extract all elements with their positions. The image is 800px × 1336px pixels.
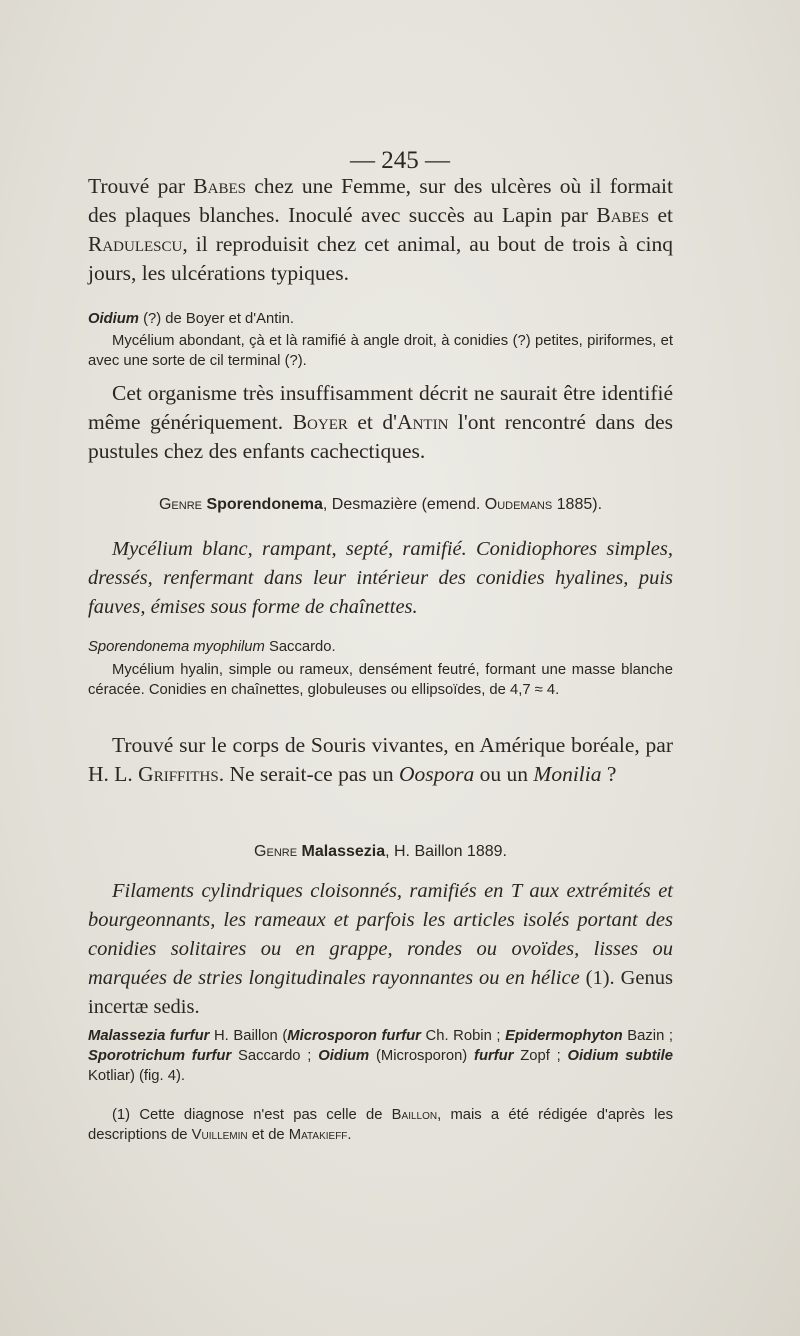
genre-label: Genre bbox=[158, 496, 202, 513]
text: Trouvé sur le corps de Souris vivantes, en Amérique boréale, par H. L. bbox=[88, 733, 673, 786]
text: Saccardo ; bbox=[231, 1048, 319, 1064]
malassezia-description bbox=[88, 877, 673, 1022]
page-number: — 245 — bbox=[350, 147, 450, 174]
paragraph-boyer-antin bbox=[88, 379, 673, 466]
author-name: Vuillemin bbox=[191, 1127, 248, 1143]
text: Kotliar) (fig. 4). bbox=[88, 1068, 186, 1084]
genus-name: Monilia bbox=[533, 762, 602, 786]
text: Trouvé par bbox=[88, 174, 194, 198]
malassezia-synonyms bbox=[88, 1026, 673, 1086]
paragraph-babes bbox=[88, 172, 673, 288]
oidium-boyer-heading bbox=[88, 309, 673, 329]
genus-heading-malassezia bbox=[88, 842, 673, 862]
genus-name: Sporendonema bbox=[206, 496, 323, 513]
text: Zopf ; bbox=[513, 1048, 568, 1064]
genus-name: Malassezia bbox=[301, 843, 386, 860]
text: , il reproduisit chez cet animal, au bout de trois à cinq jours, les ulcérations typiques. bbox=[88, 232, 673, 285]
text: Cet organisme très insuffisamment décrit ne saurait être identifié même génériquement. bbox=[88, 381, 673, 434]
text: ? bbox=[601, 762, 617, 786]
text: . Ne serait-ce pas un bbox=[218, 762, 400, 786]
species-name: Microsporon furfur bbox=[287, 1028, 421, 1044]
text: et d' bbox=[347, 410, 398, 434]
text: et de bbox=[247, 1127, 289, 1143]
author-name: Antin bbox=[397, 410, 449, 434]
species-name: Malassezia furfur bbox=[88, 1028, 210, 1044]
footnote bbox=[88, 1105, 673, 1145]
species-name: Sporendonema myophilum bbox=[88, 639, 265, 655]
author-name: Oudemans bbox=[484, 496, 553, 513]
text: et bbox=[649, 203, 673, 227]
text: ou un bbox=[474, 762, 534, 786]
genus-heading-sporendonema bbox=[88, 495, 673, 515]
text: l'ont rencontré dans des pustules chez des enfants cachectiques. bbox=[88, 410, 674, 463]
species-name: furfur bbox=[474, 1048, 514, 1064]
paragraph-griffiths bbox=[88, 731, 673, 789]
text: (?) de Boyer et d'Antin. bbox=[138, 311, 294, 327]
species-name: Epidermophyton bbox=[505, 1028, 623, 1044]
genus-name: Oospora bbox=[399, 762, 475, 786]
sporendonema-species-heading bbox=[88, 637, 673, 657]
author-name: Babes bbox=[596, 203, 650, 227]
author-name: Babes bbox=[193, 174, 246, 198]
species-name: Oidium bbox=[88, 311, 139, 327]
author-name: Radulescu bbox=[88, 232, 183, 256]
text: H. Baillon ( bbox=[209, 1028, 288, 1044]
text: (Microsporon) bbox=[369, 1048, 475, 1064]
author-name: Griffiths bbox=[138, 762, 219, 786]
genre-label: Genre bbox=[254, 843, 298, 860]
text: (1). Genus incertæ sedis. bbox=[88, 967, 673, 1018]
species-name: Oidium subtile bbox=[567, 1048, 673, 1064]
text: . bbox=[347, 1127, 352, 1143]
author-name: Boyer bbox=[292, 410, 348, 434]
author-name: Baillon bbox=[391, 1107, 438, 1123]
text: Ch. Robin ; bbox=[420, 1028, 506, 1044]
text: chez une Femme, sur des ulcères où il formait des plaques blanches. Inoculé avec succès au Lapin par bbox=[88, 174, 673, 227]
sporendonema-species-description: Mycélium hyalin, simple ou rameux, densément feutré, formant une masse blanche céracée. Conidies en chaînettes, globuleuses ou ellipsoïdes, de 4,7 ≈ 4. bbox=[88, 662, 673, 698]
text: , Desmazière (emend. bbox=[322, 496, 485, 513]
species-name: Oidium bbox=[318, 1048, 370, 1064]
text: , mais a été rédigée d'après les descriptions de bbox=[88, 1107, 673, 1143]
author-name: Matakieff bbox=[288, 1127, 348, 1143]
text: , H. Baillon 1889. bbox=[385, 843, 507, 860]
text: (1) Cette diagnose n'est pas celle de bbox=[112, 1107, 392, 1123]
text: Saccardo. bbox=[264, 639, 336, 655]
oidium-boyer-description: Mycélium abondant, çà et là ramifié à angle droit, à conidies (?) petites, piriformes, et avec une sorte de cil terminal (?). bbox=[88, 333, 673, 369]
text: 1885). bbox=[552, 496, 603, 513]
species-name: Sporotrichum furfur bbox=[88, 1048, 232, 1064]
text: Bazin ; bbox=[622, 1028, 673, 1044]
sporendonema-description: Mycélium blanc, rampant, septé, ramifié. Conidiophores simples, dressés, renfermant dans leur intérieur des conidies hyalines, puis fauves, émises sous forme de chaînettes. bbox=[88, 538, 673, 618]
text: Filaments cylindriques cloisonnés, ramifiés en T aux extrémités et bourgeonnants, les rameaux et parfois les articles isolés portant des conidies solitaires ou en grappe, rondes ou ovoïdes, lisses ou marquées de stries longitudinales rayonnantes ou en hélice bbox=[88, 880, 673, 989]
